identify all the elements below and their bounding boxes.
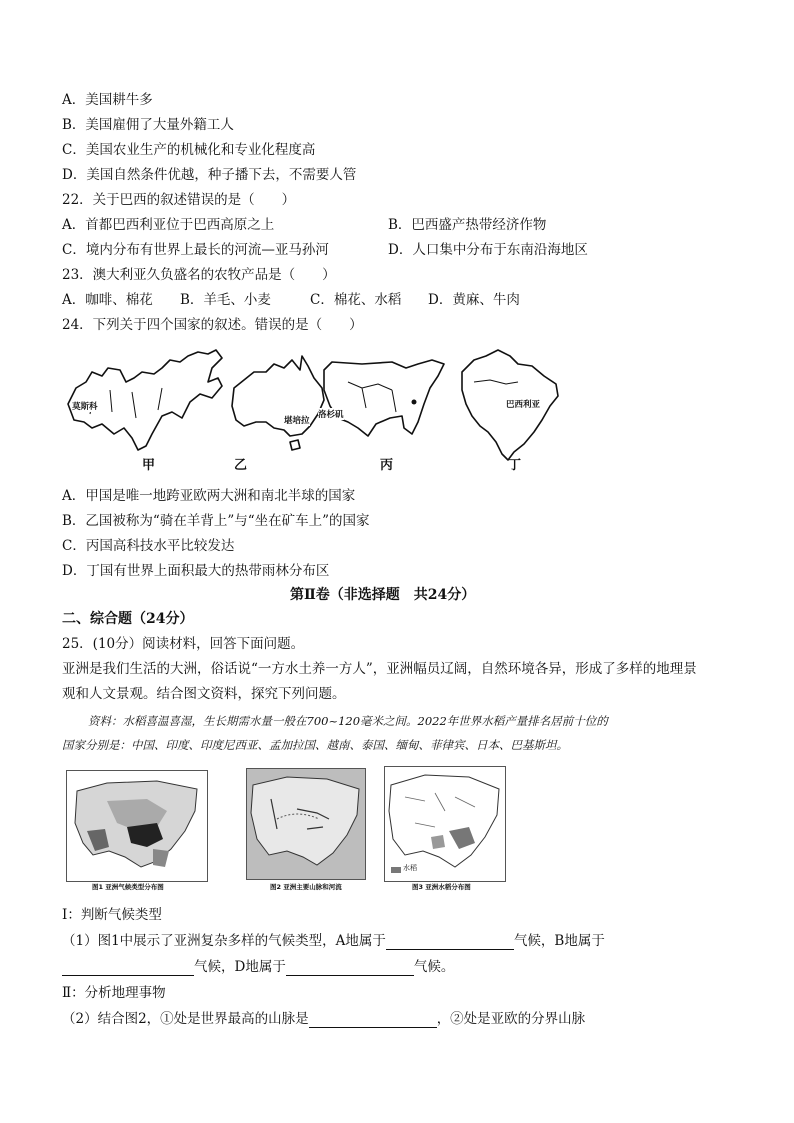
q1-line-2: [62, 958, 454, 976]
q22-option-c: C．境内分布有世界上最长的河流—亚马孙河: [62, 242, 329, 258]
figure-3-rice-map: [384, 766, 506, 882]
figure-1-climate-map: [66, 770, 208, 882]
q22-option-d: D．人口集中分布于东南沿海地区: [388, 242, 588, 258]
figure-2-mountains-rivers-map: [246, 768, 366, 880]
q25-intro-line-1: 亚洲是我们生活的大洲，俗话说“一方水土养一方人”，亚洲幅员辽阔，自然环境各异，形成了多样的地理景: [62, 661, 697, 677]
map-label-yi: 乙: [234, 458, 248, 473]
material-line-2: 国家分别是：中国、印度、印度尼西亚、孟加拉国、越南、泰国、缅甸、菲律宾、日本、巴基斯坦。: [62, 738, 568, 752]
answer-blank-d[interactable]: [286, 961, 414, 976]
map-label-moscow: 莫斯科: [72, 402, 98, 412]
q1-text-b: 气候，B地属于: [513, 933, 605, 949]
q2-text-b: ，②处是亚欧的分界山脉: [436, 1011, 586, 1027]
q2-line-1: [62, 1010, 585, 1028]
figure-2-caption: 图2 亚洲主要山脉和河流: [270, 883, 342, 891]
q21-option-b: B．美国雇佣了大量外籍工人: [62, 117, 234, 133]
map-label-canberra: 堪培拉: [284, 416, 310, 426]
q21-option-a: A．美国耕牛多: [62, 92, 153, 108]
figure-3-legend-rice: 水稻: [403, 864, 417, 872]
material-line-1: 资料：水稻喜温喜湿，生长期需水量一般在700~120毫米之间。2022年世界水稻产量排名居前十位的: [88, 714, 608, 728]
australia-outline: [232, 356, 324, 436]
answer-blank-b[interactable]: [62, 961, 194, 976]
part-i-title: Ⅰ：判断气候类型: [62, 907, 162, 923]
map-label-los-angeles: 洛杉矶: [318, 410, 344, 420]
map-label-brasilia: 巴西利亚: [506, 400, 541, 410]
country-outlines-svg: [62, 342, 562, 472]
q24-option-d: D．丁国有世界上面积最大的热带雨林分布区: [62, 563, 330, 579]
q22-stem: 22．关于巴西的叙述错误的是（ ）: [62, 192, 296, 208]
map-label-ding: 丁: [508, 458, 522, 473]
q2-text-a: （2）结合图2，①处是世界最高的山脉是: [62, 1011, 309, 1027]
q23-option-d: D．黄麻、牛肉: [428, 292, 520, 308]
q1-text-a: （1）图1中展示了亚洲复杂多样的气候类型，A地属于: [62, 933, 386, 949]
q24-stem: 24．下列关于四个国家的叙述。错误的是（ ）: [62, 317, 363, 333]
q24-option-a: A．甲国是唯一地跨亚欧两大洲和南北半球的国家: [62, 488, 356, 504]
country-maps-figure: [62, 342, 562, 472]
q23-option-c: C．棉花、水稻: [310, 292, 402, 308]
map-label-bing: 丙: [380, 458, 394, 473]
q1-text-c: 气候，D地属于: [194, 959, 286, 975]
answer-blank-mountain-1[interactable]: [309, 1013, 437, 1028]
answer-blank-a[interactable]: [386, 935, 514, 950]
figure-1-caption: 图1 亚洲气候类型分布图: [92, 883, 164, 891]
q22-option-b: B．巴西盛产热带经济作物: [388, 217, 547, 233]
figure-1-svg: [67, 771, 207, 881]
q22-option-a: A．首都巴西利亚位于巴西高原之上: [62, 217, 275, 233]
q1-text-d: 气候。: [413, 959, 455, 975]
map-label-jia: 甲: [142, 458, 156, 473]
q24-option-b: B．乙国被称为“骑在羊背上”与“坐在矿车上”的国家: [62, 513, 370, 529]
q25-stem: 25．(10分）阅读材料，回答下面问题。: [62, 636, 305, 652]
part-ii-title: Ⅱ：分析地理事物: [62, 985, 166, 1001]
figure-3-caption: 图3 亚洲水稻分布图: [412, 883, 471, 891]
section-2-title: 第Ⅱ卷（非选择题 共24分）: [290, 587, 476, 603]
q1-line-1: [62, 932, 605, 950]
usa-outline: [324, 360, 444, 436]
q25-intro-line-2: 观和人文景观。结合图文资料，探究下列问题。: [62, 686, 346, 702]
q23-option-a: A．咖啡、棉花: [62, 292, 153, 308]
q24-option-c: C．丙国高科技水平比较发达: [62, 538, 235, 554]
q23-stem: 23．澳大利亚久负盛名的农牧产品是（ ）: [62, 267, 336, 283]
part-2-heading: 二、综合题（24分）: [62, 611, 194, 627]
q23-option-b: B．羊毛、小麦: [180, 292, 271, 308]
q21-option-c: C．美国农业生产的机械化和专业化程度高: [62, 142, 316, 158]
figure-2-svg: [247, 769, 365, 879]
q21-option-d: D．美国自然条件优越，种子播下去，不需要人管: [62, 167, 357, 183]
